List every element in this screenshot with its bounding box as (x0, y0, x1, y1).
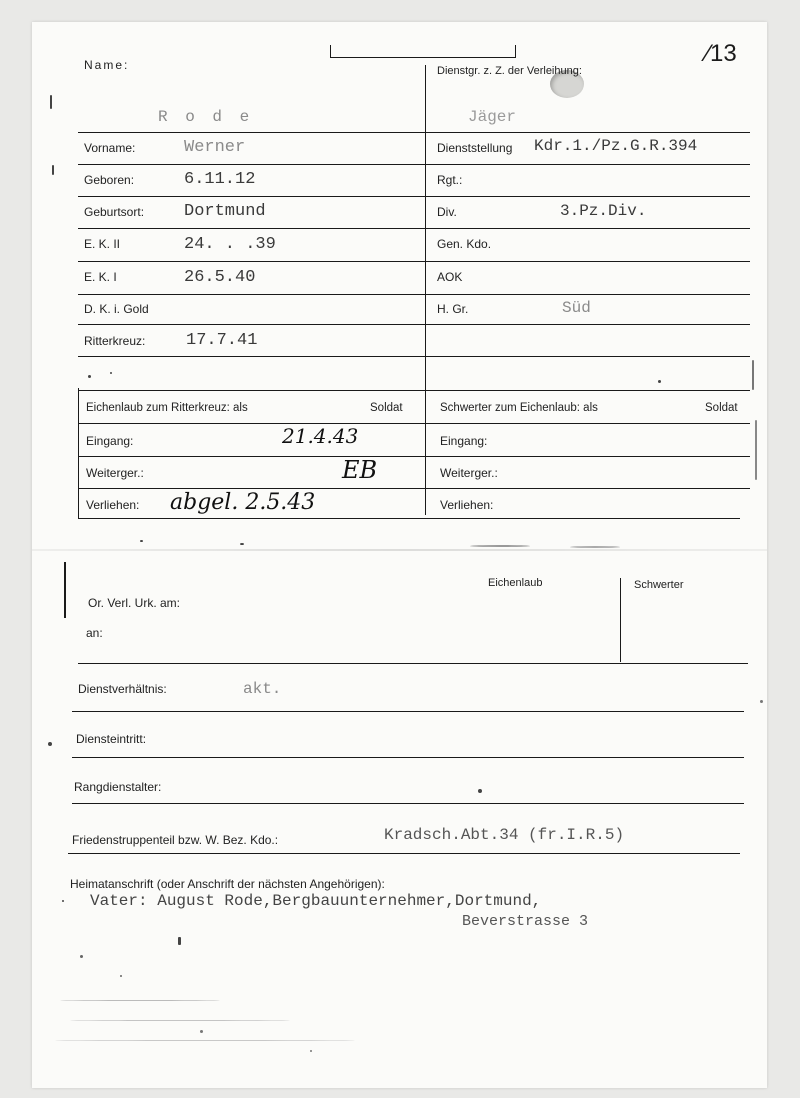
heimatanschrift-line2: Beverstrasse 3 (462, 913, 589, 930)
heimatanschrift-label: Heimatanschrift (oder Anschrift der nächsten Angehörigen): (70, 877, 385, 891)
geburtsort-label: Geburtsort: (84, 205, 145, 219)
dienststellung-value: Kdr.1./Pz.G.R.394 (534, 137, 698, 155)
rank-label: Dienstgr. z. Z. der Verleihung: (437, 65, 582, 77)
an-label: an: (86, 626, 103, 640)
ek1-value: 26.5.40 (184, 268, 256, 287)
dienstverhaeltnis-label: Dienstverhältnis: (78, 682, 167, 696)
heimatanschrift-line1: Vater: August Rode,Bergbauunternehmer,Dortmund, (90, 892, 542, 910)
name-value: R o d e (158, 108, 254, 126)
fold-line (32, 549, 767, 551)
verliehen-label-left: Verliehen: (86, 498, 140, 512)
ek2-value: 24. . .39 (184, 235, 276, 254)
vorname-value: Werner (184, 138, 246, 157)
div-label: Div. (437, 205, 457, 219)
dk-gold-label: D. K. i. Gold (84, 302, 149, 316)
h-gr-value: Süd (562, 299, 591, 317)
eichenlaub-schwerter-divider (620, 578, 621, 662)
ritterkreuz-label: Ritterkreuz: (84, 334, 146, 348)
geburtsort-value: Dortmund (184, 202, 266, 221)
diensteintritt-label: Diensteintritt: (76, 732, 147, 746)
weiterger-label-left: Weiterger.: (86, 466, 144, 480)
eichenlaub-header-soldat: Soldat (370, 402, 403, 414)
record-card (32, 22, 767, 1088)
friedenstruppenteil-value: Kradsch.Abt.34 (fr.I.R.5) (384, 826, 625, 844)
lower-left-margin (64, 562, 66, 618)
urk-label: Or. Verl. Urk. am: (88, 596, 181, 610)
weiterger-label-right: Weiterger.: (440, 466, 498, 480)
eingang-value-left: 21.4.43 (282, 424, 359, 448)
eichenlaub-header: Eichenlaub zum Ritterkreuz: als (86, 402, 248, 414)
friedenstruppenteil-label: Friedenstruppenteil bzw. W. Bez. Kdo.: (72, 833, 279, 847)
top-bracket (330, 57, 516, 58)
geboren-value: 6.11.12 (184, 170, 256, 189)
card-number: ⁄13 (706, 40, 737, 67)
ek1-label: E. K. I (84, 270, 117, 284)
weiterger-value-left: EB (342, 456, 378, 484)
schwerter-header-soldat: Soldat (705, 402, 738, 414)
ritterkreuz-value: 17.7.41 (186, 331, 258, 350)
col-schwerter: Schwerter (634, 579, 684, 591)
rangdienstalter-label: Rangdienstalter: (74, 780, 162, 794)
name-label: Name: (84, 58, 130, 72)
eingang-label-right: Eingang: (440, 434, 488, 448)
ek2-label: E. K. II (84, 237, 121, 251)
gen-kdo-label: Gen. Kdo. (437, 237, 492, 251)
col-eichenlaub: Eichenlaub (488, 577, 543, 589)
verliehen-label-right: Verliehen: (440, 498, 494, 512)
eingang-label-left: Eingang: (86, 434, 134, 448)
dienststellung-label: Dienststellung (437, 141, 513, 155)
aok-label: AOK (437, 270, 463, 284)
vorname-label: Vorname: (84, 141, 136, 155)
schwerter-header: Schwerter zum Eichenlaub: als (440, 402, 598, 414)
verliehen-value-left: abgel. 2.5.43 (170, 490, 316, 515)
rank-value: Jäger (468, 108, 517, 126)
h-gr-label: H. Gr. (437, 302, 469, 316)
div-value: 3.Pz.Div. (560, 202, 647, 220)
card-number-dash: ⁄ (706, 40, 711, 67)
geboren-label: Geboren: (84, 173, 135, 187)
dienstverhaeltnis-value: akt. (243, 680, 282, 698)
rgt-label: Rgt.: (437, 173, 463, 187)
